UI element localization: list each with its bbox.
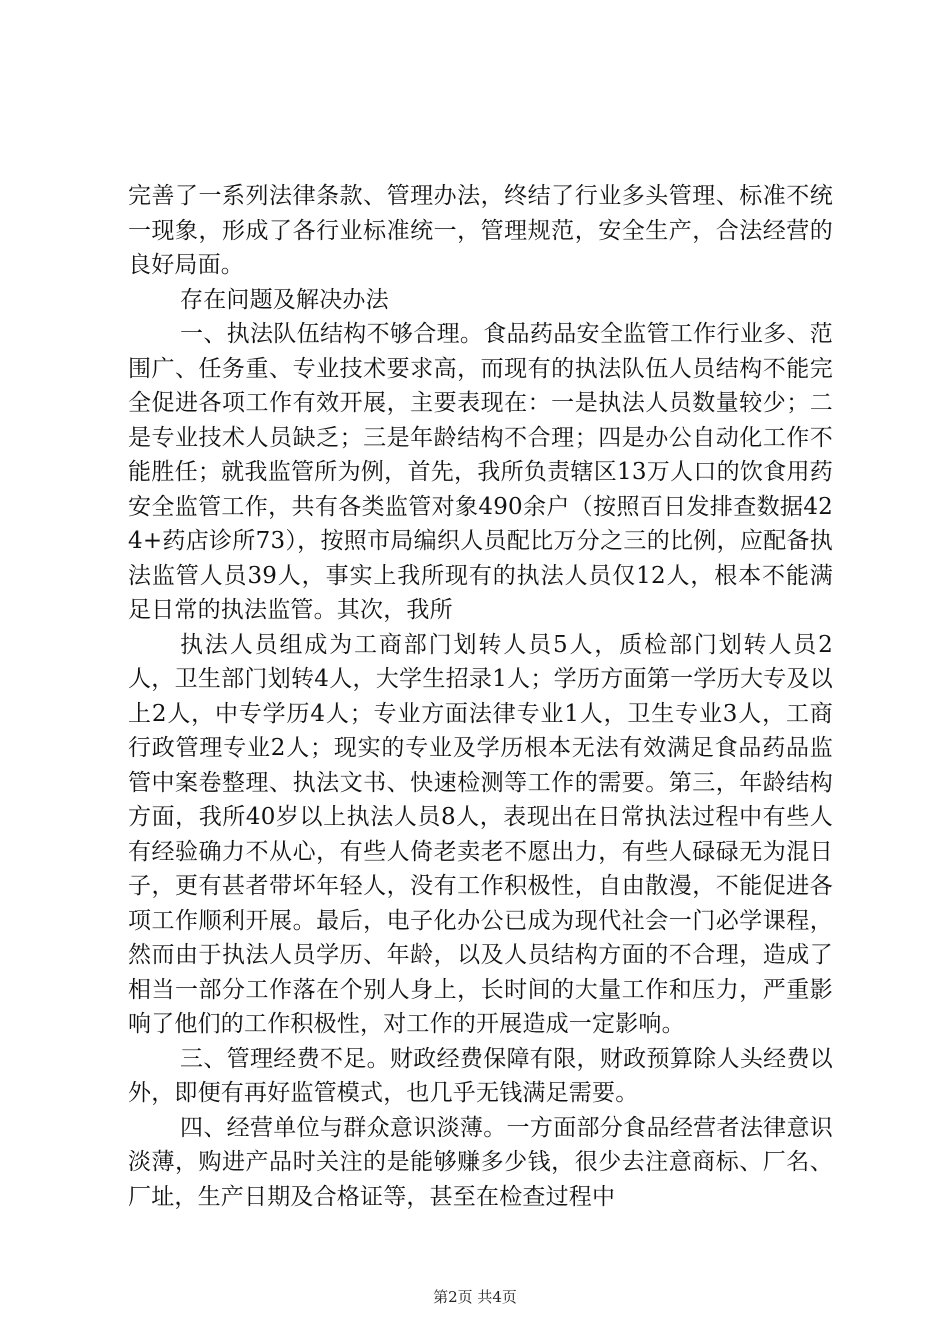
document-body xyxy=(128,179,833,1214)
paragraph-4: 执法人员组成为工商部门划转人员5人，质检部门划转人员2人，卫生部门划转4人，大学生招录1人；学历方面第一学历大专及以上2人，中专学历4人；专业方面法律专业1人，卫生专业3人，工商行政管理专业2人；现实的专业及学历根本无法有效满足食品药品监管中案卷整理、执法文书、快速检测等工作的需要。第三，年龄结构方面，我所40岁以上执法人员8人，表现出在日常执法过程中有些人有经验确力不从心，有些人倚老卖老不愿出力，有些人碌碌无为混日子，更有甚者带坏年轻人，没有工作积极性，自由散漫，不能促进各项工作顺利开展。最后，电子化办公已成为现代社会一门必学课程，然而由于执法人员学历、年龄，以及人员结构方面的不合理，造成了相当一部分工作落在个别人身上，长时间的大量工作和压力，严重影响了他们的工作积极性，对工作的开展造成一定影响。 xyxy=(128,631,833,1037)
paragraph-3: 一、执法队伍结构不够合理。食品药品安全监管工作行业多、范围广、任务重、专业技术要求高，而现有的执法队伍人员结构不能完全促进各项工作有效开展，主要表现在：一是执法人员数量较少；二是专业技术人员缺乏；三是年龄结构不合理；四是办公自动化工作不能胜任；就我监管所为例，首先，我所负责辖区13万人口的饮食用药安全监管工作，共有各类监管对象490余户（按照百日发排查数据424+药店诊所73），按照市局编织人员配比万分之三的比例，应配备执法监管人员39人，事实上我所现有的执法人员仅12人，根本不能满足日常的执法监管。其次，我所 xyxy=(128,321,833,623)
page-number-footer: 第2页 共4页 xyxy=(433,1288,517,1306)
paragraph-1: 完善了一系列法律条款、管理办法，终结了行业多头管理、标准不统一现象，形成了各行业标准统一，管理规范，安全生产，合法经营的良好局面。 xyxy=(128,183,833,278)
section-heading: 存在问题及解决办法 xyxy=(180,286,389,313)
paragraph-6: 四、经营单位与群众意识淡薄。一方面部分食品经营者法律意识淡薄，购进产品时关注的是能够赚多少钱，很少去注意商标、厂名、厂址，生产日期及合格证等，甚至在检查过程中 xyxy=(128,1114,833,1210)
paragraph-5: 三、管理经费不足。财政经费保障有限，财政预算除人头经费以外，即便有再好监管模式，也几乎无钱满足需要。 xyxy=(128,1045,833,1106)
